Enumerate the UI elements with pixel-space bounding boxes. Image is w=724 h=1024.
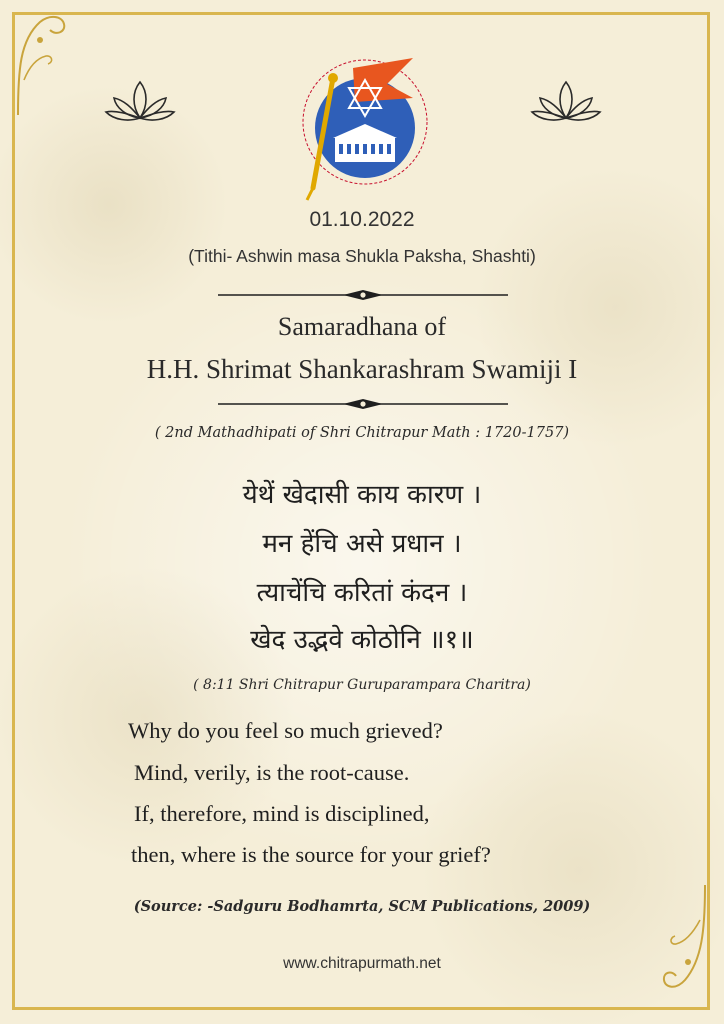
- verse-line-1: येथें खेदासी काय कारण ।: [242, 480, 482, 510]
- website-link[interactable]: www.chitrapurmath.net: [283, 955, 441, 972]
- date: 01.10.2022: [309, 208, 415, 231]
- verse-line-3: त्याचेंचि करितां कंदन ।: [256, 578, 468, 608]
- subtitle: ( 2nd Mathadhipati of Shri Chitrapur Math : 1720-1757): [154, 425, 570, 441]
- title-line-2: H.H. Shrimat Shankarashram Swamiji I: [146, 354, 578, 384]
- translation-line-2: Mind, verily, is the root-cause.: [134, 760, 410, 785]
- verse-reference: ( 8:11 Shri Chitrapur Guruparampara Charitra): [193, 677, 531, 693]
- verse-line-2: मन हेंचि असे प्रधान ।: [262, 529, 462, 559]
- lotus-right-icon: [528, 76, 604, 126]
- tithi: (Tithi- Ashwin masa Shukla Paksha, Shashti): [188, 246, 536, 266]
- verse-line-4: खेद उद्भवे कोठोनि ॥१॥: [250, 625, 474, 655]
- lotus-left-icon: [102, 76, 178, 126]
- translation-source: (Source: -Sadguru Bodhamrta, SCM Publications, 2009): [133, 898, 591, 915]
- translation-line-1: Why do you feel so much grieved?: [128, 718, 443, 743]
- ornamental-divider-bottom-icon: [218, 397, 508, 411]
- title-line-1: Samaradhana of: [277, 312, 447, 341]
- chitrapur-math-emblem-icon: [295, 38, 435, 206]
- ornamental-corner-top-left-icon: [10, 10, 70, 120]
- translation-line-4: then, where is the source for your grief?: [131, 842, 491, 867]
- translation-line-3: If, therefore, mind is disciplined,: [134, 801, 430, 826]
- ornamental-divider-top-icon: [218, 288, 508, 302]
